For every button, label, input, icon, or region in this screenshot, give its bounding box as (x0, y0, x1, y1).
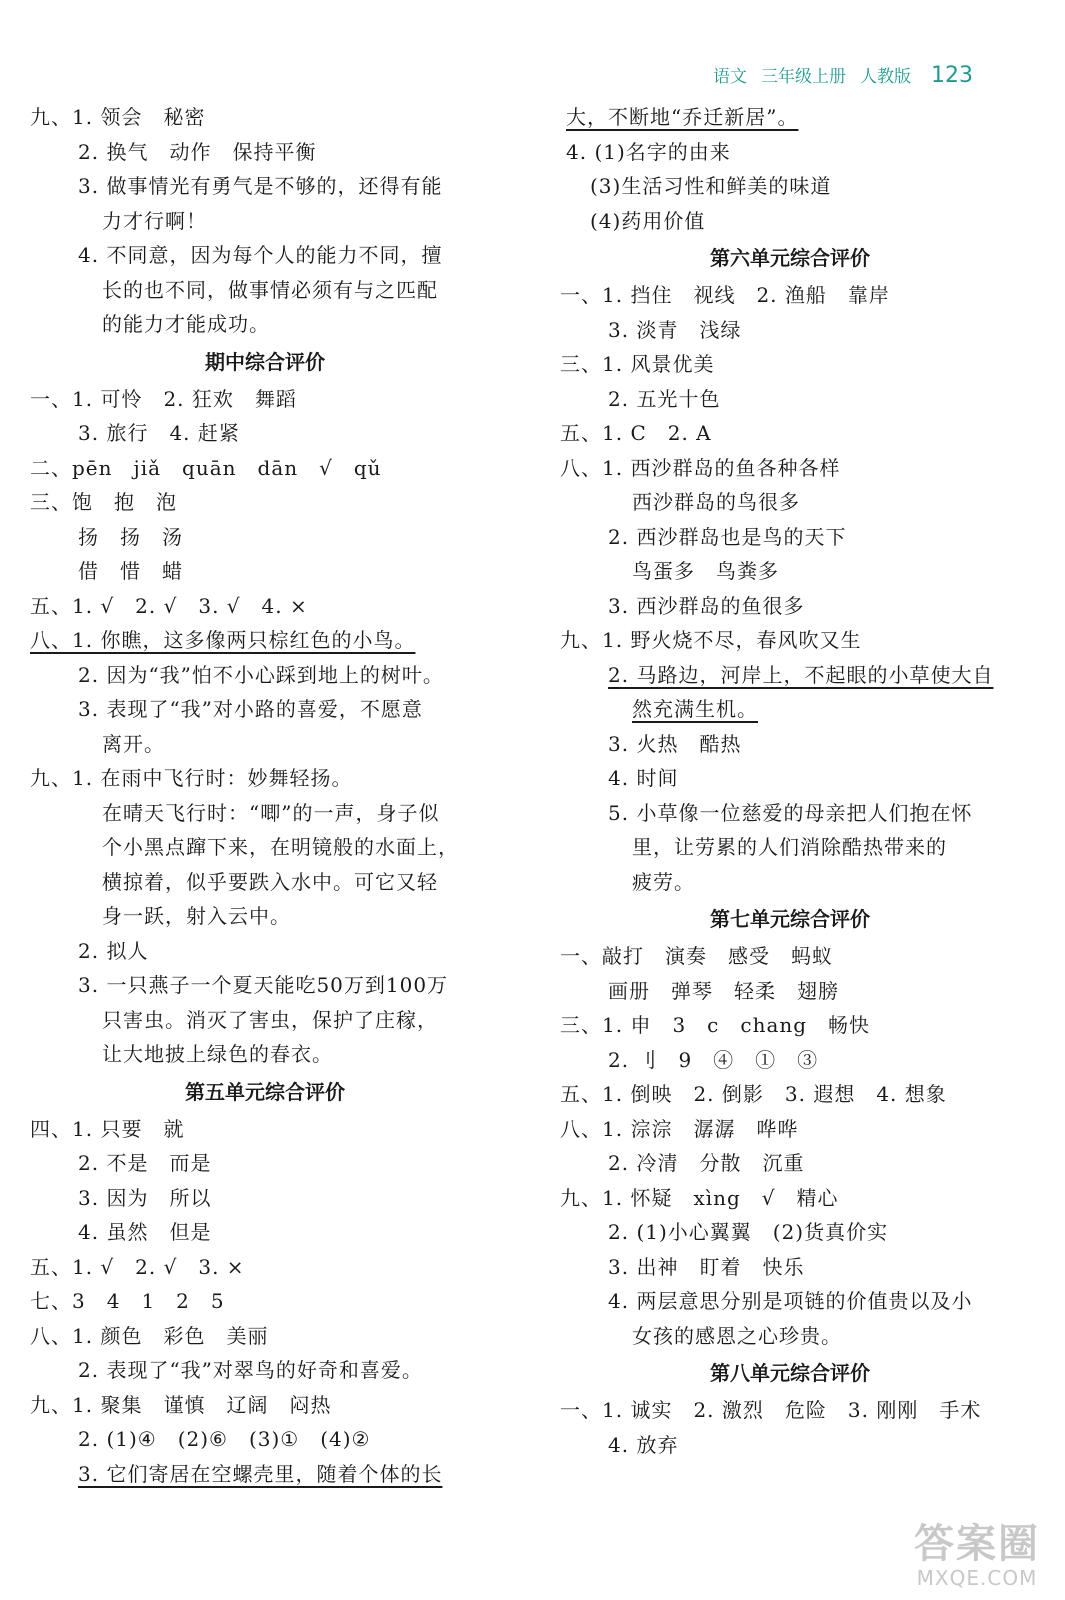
answer-line: 让大地披上绿色的春衣。 (102, 1042, 333, 1066)
answer-line: 一、1. 挡住 视线 2. 渔船 靠岸 (560, 283, 890, 307)
answer-line: 画册 弹琴 轻柔 翅膀 (608, 978, 839, 1003)
page-number: 123 (931, 63, 973, 88)
answer-line: 3. 表现了“我”对小路的喜爱，不愿意 (78, 697, 423, 721)
page-header (713, 62, 973, 88)
answer-line: 3. 淡青 浅绿 (608, 317, 742, 342)
answer-line: 九、1. 怀疑 xìng √ 精心 (560, 1185, 839, 1210)
answer-line: 五、1. C 2. A (560, 421, 712, 445)
answer-line: 横掠着，似乎要跌入水中。可它又轻 (102, 869, 438, 894)
answer-line: 在晴天飞行时：“唧”的一声，身子似 (102, 800, 440, 825)
answer-line: 鸟蛋多 鸟粪多 (632, 559, 779, 583)
edition-label: 人教版 (860, 67, 911, 87)
answer-line: 个小黑点蹿下来，在明镜般的水面上， (102, 835, 459, 859)
watermark-logo (897, 1522, 1057, 1594)
answer-line: 八、1. 淙淙 潺潺 哗哗 (560, 1116, 799, 1141)
answer-line: 九、1. 在雨中飞行时：妙舞轻扬。 (30, 766, 353, 790)
answer-line: 五、1. 倒映 2. 倒影 3. 遐想 4. 想象 (560, 1082, 947, 1106)
answer-line: 5. 小草像一位慈爱的母亲把人们抱在怀 (608, 800, 973, 825)
answer-line: 3. 火热 酷热 (608, 731, 742, 756)
answer-line: 2. (1)④ (2)⑥ (3)① (4)② (78, 1427, 371, 1451)
watermark-domain: MXQE.COM (916, 1566, 1038, 1590)
underlined-answer: 3. 它们寄居在空螺壳里，随着个体的长 (78, 1461, 443, 1486)
answer-line: 五、1. √ 2. √ 3. √ 4. × (30, 593, 308, 618)
subject-label: 语文 (713, 67, 747, 87)
answer-line: 2. 刂 9 ④ ① ③ (608, 1047, 819, 1072)
answer-line: 3. 因为 所以 (78, 1185, 212, 1210)
answer-line (560, 658, 1020, 693)
right-column (560, 100, 1020, 1462)
answer-line: (4)药用价值 (590, 208, 706, 233)
section-heading-unit5: 第五单元综合评价 (185, 1079, 345, 1104)
answer-line: 3. 出神 盯着 快乐 (608, 1254, 805, 1279)
watermark-text: 答案圈 (914, 1521, 1040, 1567)
answer-line: 借 惜 蜡 (78, 559, 183, 583)
underlined-answer: 大，不断地“乔迁新居”。 (566, 105, 799, 129)
answer-line (560, 100, 1020, 135)
answer-line: 三、1. 申 3 c chang 畅快 (560, 1013, 871, 1037)
answer-line: 3. 做事情光有勇气是不够的，还得有能 (78, 174, 443, 198)
answer-line: 2. 拟人 (78, 938, 149, 963)
answer-line: 3. 西沙群岛的鱼很多 (608, 593, 805, 618)
answer-line: 3. 一只燕子一个夏天能吃50万到100万 (78, 973, 449, 997)
answer-line: 4. (1)名字的由来 (566, 139, 731, 164)
answer-line: 2. 因为“我”怕不小心踩到地上的树叶。 (78, 662, 444, 687)
answer-line: 4. 两层意思分别是项链的价值贵以及小 (608, 1289, 973, 1313)
answer-line: 2. 不是 而是 (78, 1151, 212, 1175)
underlined-answer: 然充满生机。 (632, 697, 758, 721)
answer-line: 里，让劳累的人们消除酷热带来的 (632, 835, 947, 859)
answer-line: 长的也不同，做事情必须有与之匹配 (102, 277, 438, 302)
grade-label: 三年级上册 (761, 67, 846, 87)
answer-line: 只害虫。消灭了害虫，保护了庄稼， (102, 1007, 438, 1032)
answer-line: 三、饱 抱 泡 (30, 490, 177, 514)
answer-line: 离开。 (102, 731, 165, 756)
answer-line: (3)生活习性和鲜美的味道 (590, 174, 832, 198)
answer-line: 一、敲打 演奏 感受 蚂蚁 (560, 944, 833, 968)
answer-line: 2. 换气 动作 保持平衡 (78, 139, 317, 164)
answer-line: 4. 放弃 (608, 1432, 679, 1457)
underlined-answer: 八、1. 你瞧，这多像两只棕红色的小鸟。 (30, 628, 416, 652)
answer-line: 力才行啊！ (102, 208, 207, 233)
answer-line: 一、1. 可怜 2. 狂欢 舞蹈 (30, 386, 297, 411)
answer-line: 4. 时间 (608, 766, 679, 790)
answer-line: 西沙群岛的鸟很多 (632, 490, 800, 514)
answer-line: 三、1. 风景优美 (560, 352, 715, 376)
answer-line: 一、1. 诚实 2. 激烈 危险 3. 刚刚 手术 (560, 1398, 982, 1422)
section-heading-unit8: 第八单元综合评价 (710, 1361, 870, 1385)
answer-line: 扬 扬 汤 (78, 524, 183, 549)
answer-line: 九、1. 野火烧不尽，春风吹又生 (560, 628, 862, 652)
answer-line: 2. 西沙群岛也是鸟的天下 (608, 524, 847, 549)
answer-line: 二、pēn jiǎ quān dān √ qǔ (30, 455, 382, 480)
answer-line: 八、1. 西沙群岛的鱼各种各样 (560, 455, 841, 480)
answer-line: 八、1. 颜色 彩色 美丽 (30, 1323, 269, 1348)
answer-line: 4. 不同意，因为每个人的能力不同，擅 (78, 243, 443, 267)
answer-line: 的能力才能成功。 (102, 312, 270, 336)
answer-line: 四、1. 只要 就 (30, 1116, 185, 1141)
answer-line: 2. 冷清 分散 沉重 (608, 1151, 805, 1175)
answer-line: 4. 虽然 但是 (78, 1220, 212, 1244)
answer-line: 2. (1)小心翼翼 (2)货真价实 (608, 1220, 889, 1244)
underlined-answer: 2. 马路边，河岸上，不起眼的小草使大自 (608, 662, 994, 687)
answer-line: 身一跃，射入云中。 (102, 904, 291, 928)
section-heading-unit6: 第六单元综合评价 (710, 246, 870, 270)
section-heading-midterm: 期中综合评价 (205, 349, 325, 374)
left-column (30, 100, 500, 1491)
answer-line: 七、3 4 1 2 5 (30, 1289, 225, 1313)
answer-line: 五、1. √ 2. √ 3. × (30, 1254, 245, 1279)
section-heading-unit7: 第七单元综合评价 (710, 907, 870, 931)
answer-line: 女孩的感恩之心珍贵。 (632, 1323, 842, 1348)
answer-line: 3. 旅行 4. 赶紧 (78, 421, 240, 445)
answer-line: 疲劳。 (632, 869, 695, 894)
answer-line (30, 1457, 500, 1492)
answer-line: 2. 表现了“我”对翠鸟的好奇和喜爱。 (78, 1358, 423, 1382)
answer-line: 2. 五光十色 (608, 386, 721, 411)
answer-line: 九、1. 领会 秘密 (30, 105, 206, 129)
answer-line (30, 623, 500, 658)
answer-line: 九、1. 聚集 谨慎 辽阔 闷热 (30, 1392, 332, 1417)
answer-line (560, 692, 1020, 727)
